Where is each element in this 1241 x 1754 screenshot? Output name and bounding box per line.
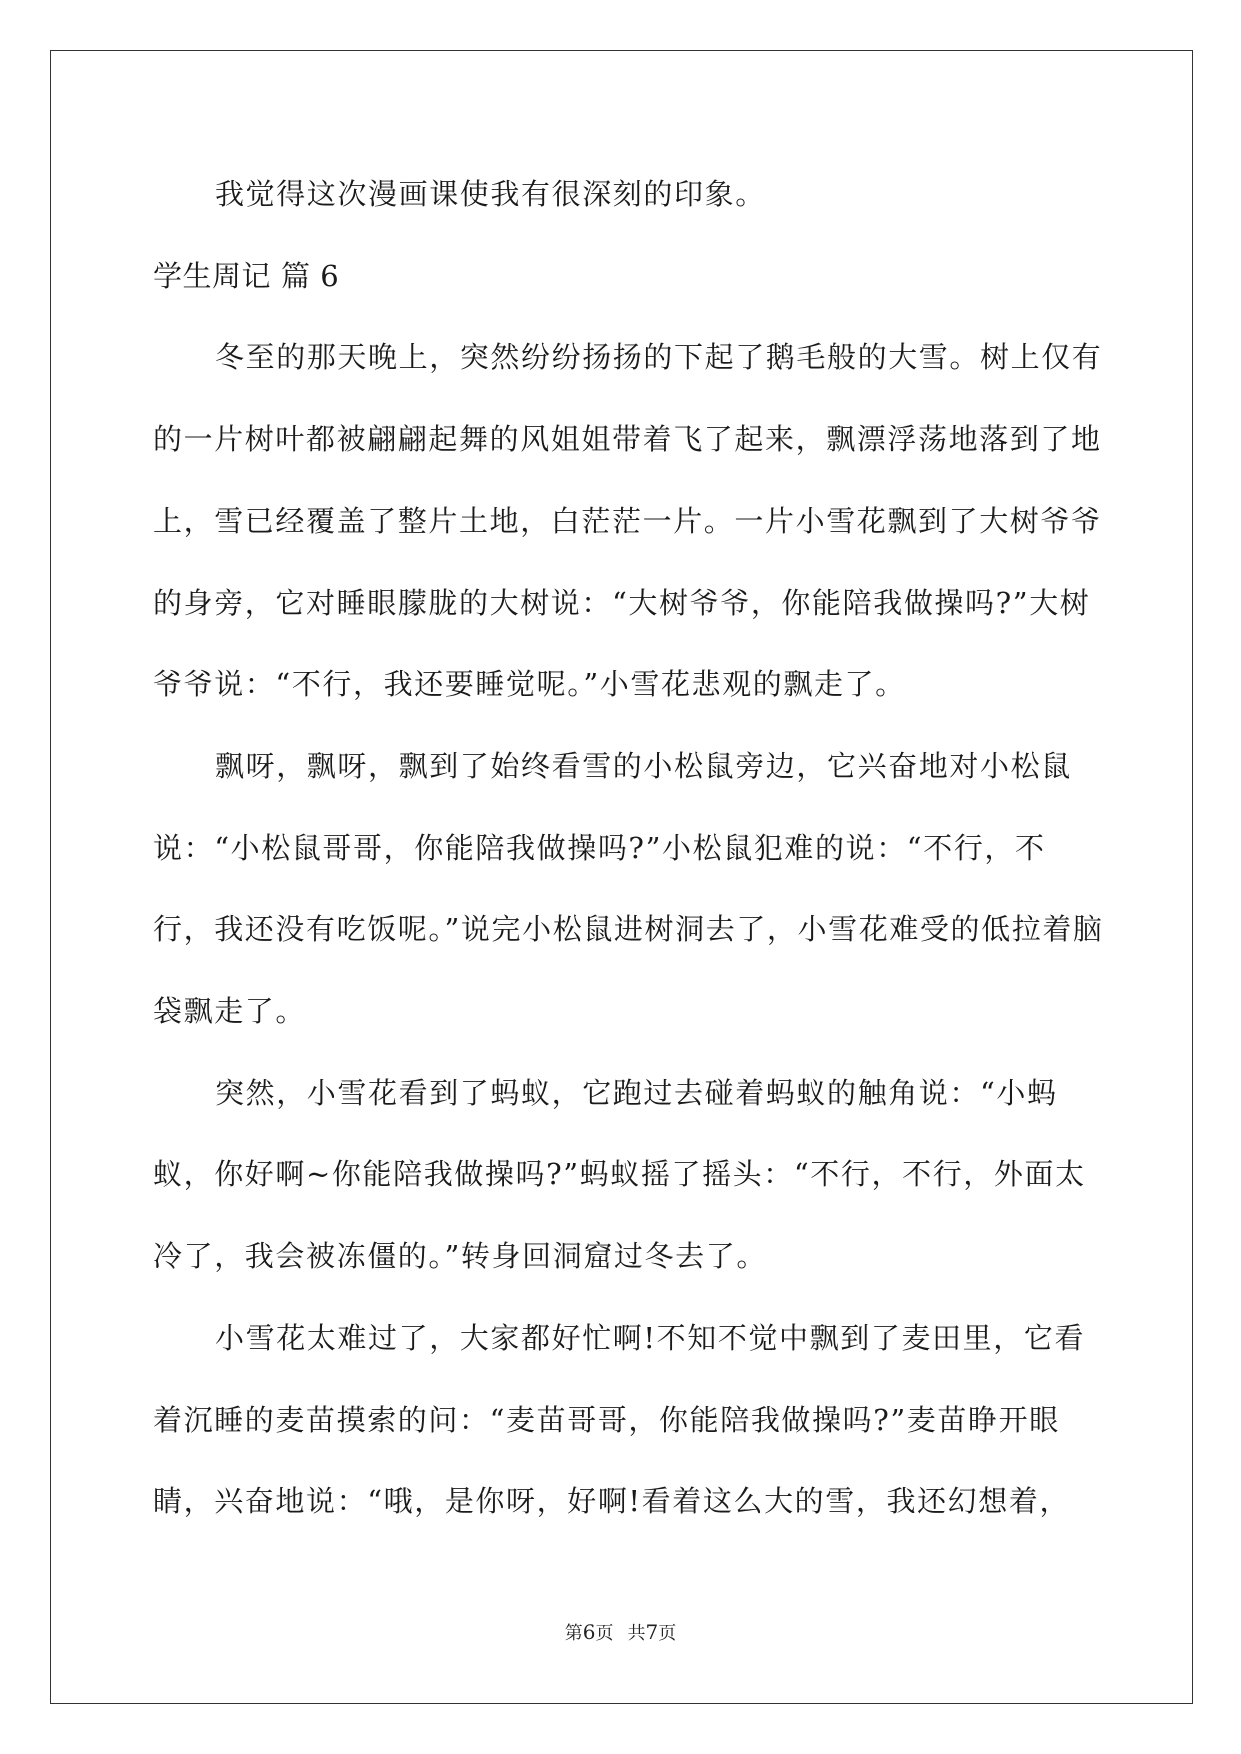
section-heading-part: 篇 6 — [281, 258, 340, 293]
footer-total-suffix: 页 — [658, 1623, 677, 1644]
page-footer — [0, 1619, 1241, 1645]
footer-page-suffix: 页 — [595, 1623, 614, 1644]
footer-page-number: 6 — [582, 1620, 596, 1644]
paragraph-3: 飘呀，飘呀，飘到了始终看雪的小松鼠旁边，它兴奋地对小松鼠说：“小松鼠哥哥，你能陪我做操吗?”小松鼠犯难的说：“不行，不行，我还没有吃饭呢。”说完小松鼠进树洞去了，小雪花难受的低拉着脑袋飘走了。 — [153, 748, 1104, 1029]
footer-total-pages: 7 — [645, 1620, 659, 1644]
footer-total-prefix: 共 — [627, 1623, 646, 1644]
paragraph-1: 我觉得这次漫画课使我有很深刻的印象。 — [215, 177, 766, 211]
footer-prefix: 第 — [564, 1623, 583, 1644]
section-heading — [153, 236, 1105, 318]
paragraph-4: 突然，小雪花看到了蚂蚁，它跑过去碰着蚂蚁的触角说：“小蚂蚁，你好啊~你能陪我做操吗?”蚂蚁摇了摇头：“不行，不行，外面太冷了，我会被冻僵的。”转身回洞窟过冬去了。 — [153, 1075, 1086, 1274]
section-heading-title: 学生周记 — [153, 258, 272, 293]
paragraph-2: 冬至的那天晚上，突然纷纷扬扬的下起了鹅毛般的大雪。树上仅有的一片树叶都被翩翩起舞的风姐姐带着飞了起来，飘漂浮荡地落到了地上，雪已经覆盖了整片土地，白茫茫一片。一片小雪花飘到了大树爷爷的身旁，它对睡眼朦胧的大树说：“大树爷爷，你能陪我做操吗?”大树爷爷说：“不行，我还要睡觉呢。”小雪花悲观的飘走了。 — [153, 340, 1103, 702]
paragraph-5: 小雪花太难过了，大家都好忙啊!不知不觉中飘到了麦田里，它看着沉睡的麦苗摸索的问：“麦苗哥哥，你能陪我做操吗?”麦苗睁开眼睛，兴奋地说：“哦，是你呀，好啊!看着这么大的雪，我还幻想着， — [153, 1320, 1086, 1519]
document-body — [153, 154, 1105, 1543]
